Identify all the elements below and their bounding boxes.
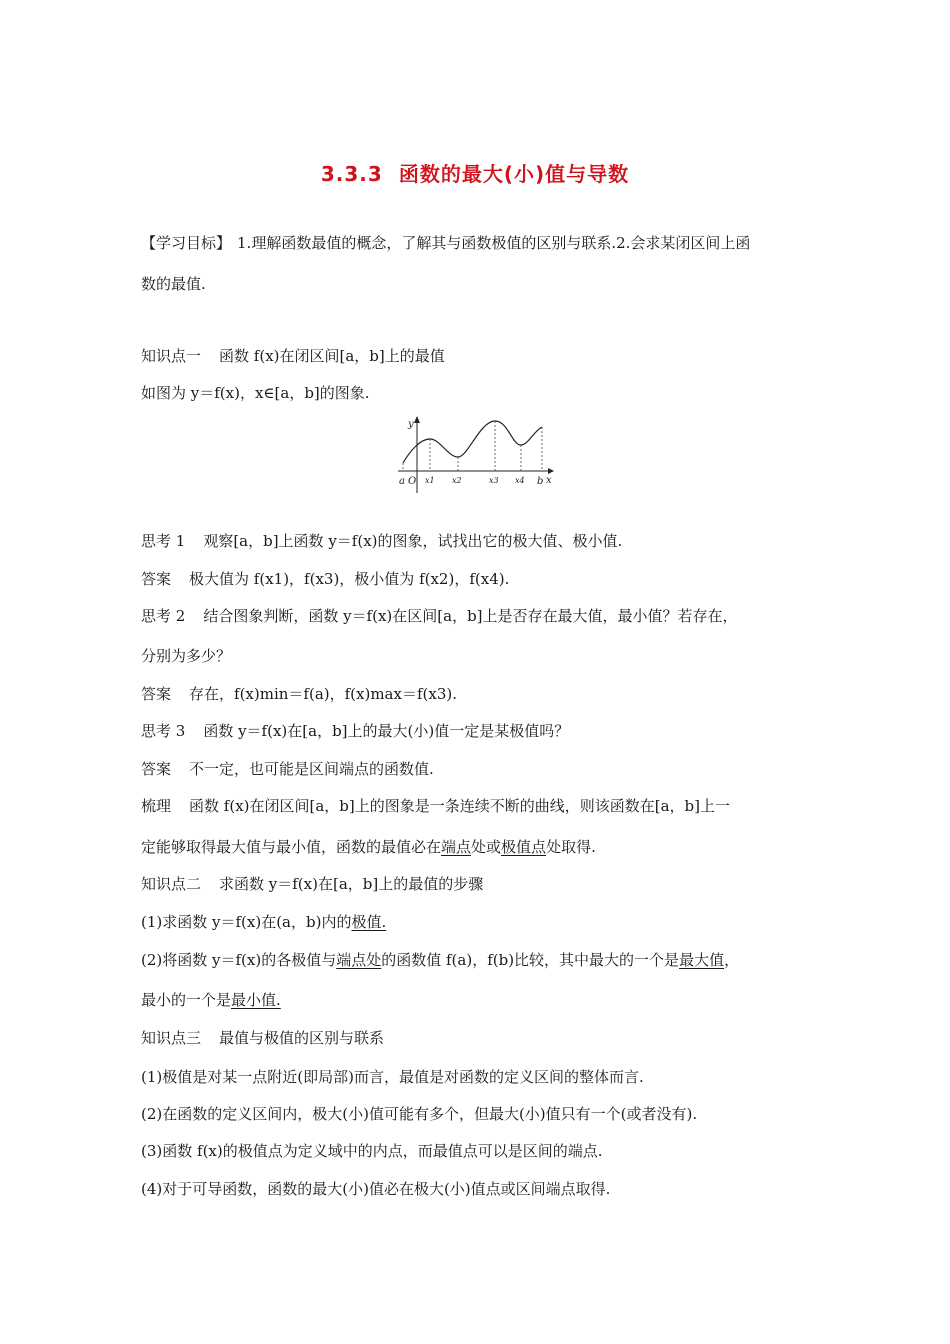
summary-line-1	[141, 795, 730, 817]
function-graph-figure	[396, 415, 566, 493]
think2-line-2: 分别为多少？	[141, 647, 232, 665]
label-x: x	[546, 475, 552, 486]
summary-text-pre: 定能够取得最大值与最小值，函数的最值必在	[141, 838, 442, 856]
kp1-label: 知识点一	[141, 347, 202, 365]
kp1-intro: 如图为 y＝f(x)，x∈[a，b]的图象.	[141, 384, 370, 402]
think1	[141, 530, 622, 552]
answer1-label: 答案	[141, 570, 172, 588]
objectives-label: 【学习目标】	[141, 234, 232, 252]
step2b-text: 最小的一个是	[141, 991, 232, 1009]
answer3	[141, 758, 434, 780]
label-origin: O	[408, 476, 417, 487]
think3-label: 思考 3	[141, 722, 186, 740]
label-x3: x3	[489, 476, 499, 485]
section-number: 3.3.3	[320, 162, 383, 186]
kp2-step-1	[141, 911, 386, 933]
fill-blank-endpoint: 端点	[441, 838, 472, 856]
summary-label: 梳理	[141, 797, 172, 815]
summary-line-2	[141, 836, 596, 858]
function-curve	[403, 421, 542, 463]
page-title	[0, 158, 950, 187]
answer2	[141, 683, 457, 705]
step1-text: (1)求函数 y＝f(x)在(a，b)内的	[141, 913, 352, 931]
answer2-text: 存在，f(x)min＝f(a)，f(x)max＝f(x3).	[189, 685, 457, 703]
objectives-line-2: 数的最值.	[141, 275, 206, 293]
kp3-text: 最值与极值的区别与联系	[219, 1029, 385, 1047]
section-title: 函数的最大(小)值与导数	[398, 162, 630, 186]
kp3-label: 知识点三	[141, 1029, 202, 1047]
kp3-item-1: (1)极值是对某一点附近(即局部)而言，最值是对函数的定义区间的整体而言.	[141, 1068, 644, 1086]
think3-text: 函数 y＝f(x)在[a，b]上的最大(小)值一定是某极值吗？	[203, 722, 570, 740]
kp2-step-2b	[141, 989, 281, 1011]
fill-blank-min-value: 最小值.	[231, 991, 281, 1009]
kp1-heading	[141, 345, 445, 367]
kp3-heading	[141, 1027, 384, 1049]
answer1	[141, 568, 509, 590]
summary-text-mid: 处或	[471, 838, 502, 856]
kp2-text: 求函数 y＝f(x)在[a，b]上的最值的步骤	[219, 875, 484, 893]
think2-line-1	[141, 605, 738, 627]
fill-blank-extreme-point: 极值点	[501, 838, 547, 856]
label-x2: x2	[452, 476, 462, 485]
think2-label: 思考 2	[141, 607, 186, 625]
kp3-item-4: (4)对于可导函数，函数的最大(小)值必在极大(小)值点或区间端点取得.	[141, 1180, 611, 1198]
think2-text: 结合图象判断，函数 y＝f(x)在区间[a，b]上是否存在最大值，最小值？若存在，	[203, 607, 738, 625]
think3	[141, 720, 569, 742]
think1-label: 思考 1	[141, 532, 186, 550]
fill-blank-extremum: 极值.	[351, 913, 387, 931]
kp3-item-3: (3)函数 f(x)的极值点为定义域中的内点，而最值点可以是区间的端点.	[141, 1142, 603, 1160]
step2-text-pre: (2)将函数 y＝f(x)的各极值与	[141, 951, 337, 969]
fill-blank-endpoint-value: 端点处	[336, 951, 382, 969]
step2-text-mid: 的函数值 f(a)，f(b)比较，其中最大的一个是	[381, 951, 680, 969]
kp1-text: 函数 f(x)在闭区间[a，b]上的最值	[219, 347, 445, 365]
think1-text: 观察[a，b]上函数 y＝f(x)的图象，试找出它的极大值、极小值.	[203, 532, 623, 550]
answer2-label: 答案	[141, 685, 172, 703]
label-y: y	[408, 419, 414, 430]
label-b: b	[537, 476, 544, 487]
kp2-step-2	[141, 949, 739, 971]
label-x1: x1	[425, 476, 435, 485]
step2-text-post: ，	[724, 951, 740, 969]
label-x4: x4	[515, 476, 525, 485]
kp2-heading	[141, 873, 483, 895]
x-axis-arrow	[548, 468, 554, 474]
answer1-text: 极大值为 f(x1)，f(x3)，极小值为 f(x2)，f(x4).	[189, 570, 510, 588]
summary-text: 函数 f(x)在闭区间[a，b]上的图象是一条连续不断的曲线，则该函数在[a，b]上一	[189, 797, 731, 815]
kp2-label: 知识点二	[141, 875, 202, 893]
objectives-text: 1.理解函数最值的概念，了解其与函数极值的区别与联系.2.会求某闭区间上函	[237, 234, 751, 252]
label-a: a	[399, 476, 405, 487]
fill-blank-max-value: 最大值	[679, 951, 725, 969]
objectives-line-1	[141, 232, 750, 254]
summary-text-post: 处取得.	[546, 838, 596, 856]
answer3-text: 不一定，也可能是区间端点的函数值.	[189, 760, 434, 778]
y-axis-arrow	[414, 416, 420, 423]
answer3-label: 答案	[141, 760, 172, 778]
kp3-item-2: (2)在函数的定义区间内，极大(小)值可能有多个，但最大(小)值只有一个(或者没有).	[141, 1105, 698, 1123]
